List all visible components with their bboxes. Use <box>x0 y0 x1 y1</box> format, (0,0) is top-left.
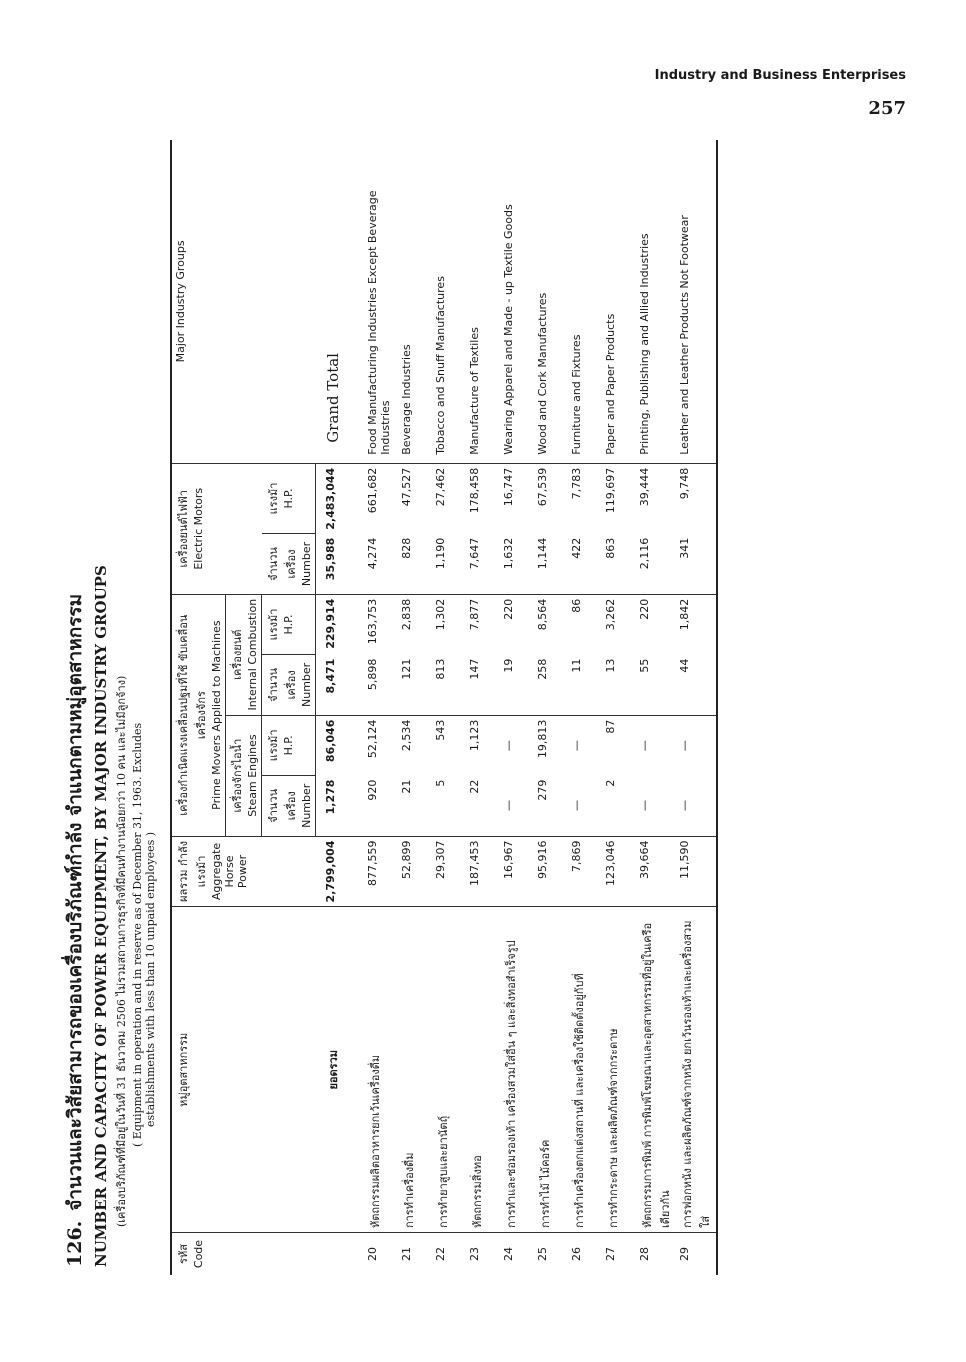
row-thai-name: การทำเครื่องดื่ม <box>398 907 432 1233</box>
header-hp-english: H.P. <box>282 735 295 756</box>
row-english-name: Manufacture of Textiles <box>466 140 500 463</box>
row-ic-number: 258 <box>534 655 568 715</box>
row-ic-hp: 8,564 <box>536 598 549 631</box>
total-steam-hp: 86,046 <box>324 719 337 763</box>
header-ic-number <box>262 655 316 715</box>
total-steam-number: 1,278 <box>316 776 365 836</box>
header-steam-engines <box>226 715 262 836</box>
header-aggregate <box>171 836 316 907</box>
row-thai-name: การฟอกหนัง และผลิตภัณฑ์จากหนัง ยกเว้นรองเท้าและเครื่องสวมใส่ <box>676 907 717 1233</box>
row-em-hp: 9,748 <box>676 463 717 533</box>
table-row <box>602 140 636 1275</box>
row-steam-hp: 1,123 <box>468 719 481 752</box>
row-em-hp: 661,682 <box>366 467 379 514</box>
header-steam-thai: เครื่องจักรไอน้ำ <box>231 738 244 813</box>
row-thai-name: การทำไม้ ไม้คอร์ค <box>534 907 568 1233</box>
row-aggregate: 52,899 <box>398 836 432 907</box>
header-prime-movers <box>171 594 226 836</box>
row-steam-number: — <box>636 776 676 836</box>
header-hp-thai: แรงม้า <box>267 608 280 641</box>
header-group-thai: หมู่อุตสาหกรรม <box>171 907 316 1233</box>
header-hp-thai: แรงม้า <box>267 729 280 762</box>
total-ic-number: 8,471 <box>316 655 365 715</box>
row-thai-name: การทำเครื่องตกแต่งสถานที่ และเครื่องใช้ติดตั้งอยู่กับที่ <box>568 907 602 1233</box>
row-steam-hp: — <box>638 740 651 752</box>
row-thai-name: การทำกระดาษ และผลิตภัณฑ์จากกระดาษ <box>602 907 636 1233</box>
row-code: 22 <box>434 1247 447 1262</box>
row-ic-number: 5,898 <box>364 655 398 715</box>
table-row <box>568 140 602 1275</box>
header-electric-english: Electric Motors <box>192 487 205 570</box>
row-steam-number: 2 <box>602 776 636 836</box>
row-thai-name: หัตถกรรมการพิมพ์ การพิมพ์โฆษณาและอุตสาหกรรมที่อยู่ในเครือเดียวกัน <box>636 907 676 1233</box>
table-row <box>636 140 676 1275</box>
table-row <box>432 140 466 1275</box>
row-ic-hp: 220 <box>638 598 651 620</box>
table-number: 126. <box>64 1220 86 1267</box>
row-ic-number: 13 <box>602 655 636 715</box>
rotated-table-block <box>60 140 920 1275</box>
power-equipment-table <box>170 140 718 1275</box>
header-steam-number <box>262 776 316 836</box>
header-ic-hp <box>262 594 316 654</box>
header-number-thai: จำนวน เครื่อง <box>267 788 298 823</box>
caption-thai-title <box>60 148 90 1267</box>
header-code-english: Code <box>192 1239 205 1269</box>
header-aggregate-english: Aggregate Horse Power <box>210 842 249 901</box>
row-em-hp: 67,539 <box>536 467 549 507</box>
row-code: 28 <box>638 1247 651 1262</box>
total-english: Grand Total <box>316 140 365 463</box>
row-ic-hp: 163,753 <box>366 598 379 645</box>
row-em-hp: 39,444 <box>638 467 651 507</box>
row-code: 20 <box>366 1247 379 1262</box>
row-english-name: Food Manufacturing Industries Except Beverage Industries <box>364 140 398 463</box>
row-thai-name: การทำและซ่อมรองเท้า เครื่องสวมใส่อื่น ๆ และสิ่งทอสำเร็จรูป <box>500 907 534 1233</box>
row-ic-number: 813 <box>432 655 466 715</box>
header-number-thai: จำนวน เครื่อง <box>266 547 298 581</box>
row-steam-number: 5 <box>432 776 466 836</box>
row-english-name: Furniture and Fixtures <box>568 140 602 463</box>
total-em-number: 35,988 <box>316 534 365 594</box>
header-number-english: Number <box>299 541 313 587</box>
header-internal-english: Internal Combustion <box>246 598 259 711</box>
row-aggregate: 7,869 <box>568 836 602 907</box>
row-steam-number: — <box>568 776 602 836</box>
row-steam-number: 279 <box>534 776 568 836</box>
running-head: Industry and Business Enterprises <box>654 68 906 83</box>
total-ic-hp: 229,914 <box>324 598 337 649</box>
row-em-hp: 16,747 <box>502 467 515 507</box>
header-internal-combustion <box>226 594 262 715</box>
total-em-hp: 2,483,044 <box>324 467 337 530</box>
row-english-name: Wearing Apparel and Made - up Textile Goods <box>500 140 534 463</box>
row-em-number: 1,632 <box>500 534 534 594</box>
row-ic-number: 19 <box>500 655 534 715</box>
row-thai-name: การทำยาสูบและยานัตถุ์ <box>432 907 466 1233</box>
header-code-thai: รหัส <box>177 1244 190 1264</box>
table-caption <box>60 140 157 1275</box>
page-number: 257 <box>868 98 906 119</box>
header-number-english: Number <box>300 783 313 828</box>
header-code <box>171 1233 316 1275</box>
row-steam-hp: — <box>676 715 717 775</box>
table-row <box>466 140 500 1275</box>
row-em-number: 4,274 <box>364 534 398 594</box>
row-steam-hp: 19,813 <box>536 719 549 759</box>
row-em-hp: 47,527 <box>400 467 413 507</box>
row-em-hp: 119,697 <box>604 467 617 514</box>
row-english-name: Beverage Industries <box>398 140 432 463</box>
note-english-2: establishments with less than 10 unpaid employees ) <box>144 831 157 1127</box>
header-em-number <box>262 534 316 594</box>
header-hp-english: H.P. <box>282 614 295 635</box>
row-ic-number: 147 <box>466 655 500 715</box>
header-steam-hp <box>262 715 316 775</box>
row-english-name: Leather and Leather Products Not Footwear <box>676 140 717 463</box>
row-em-hp: 178,458 <box>468 467 481 514</box>
row-aggregate: 11,590 <box>676 836 717 907</box>
row-ic-number: 121 <box>398 655 432 715</box>
row-code: 21 <box>400 1247 413 1262</box>
row-em-number: 863 <box>602 534 636 594</box>
row-ic-hp: 7,877 <box>468 598 481 631</box>
header-prime-movers-english: Prime Movers Applied to Machines <box>210 620 223 810</box>
row-steam-number: 22 <box>466 776 500 836</box>
row-ic-hp: 1,302 <box>434 598 447 631</box>
row-code: 29 <box>676 1233 717 1275</box>
row-code: 27 <box>604 1247 617 1262</box>
row-em-number: 2,116 <box>636 534 676 594</box>
header-prime-movers-thai: เครื่องกำเนิดแรงเคลื่อนปฐมที่ใช้ ขับเคลื่อนเครื่องจักร <box>177 614 208 816</box>
row-steam-number: 21 <box>398 776 432 836</box>
row-ic-hp: 220 <box>502 598 515 620</box>
row-em-number: 7,647 <box>466 534 500 594</box>
row-steam-number: — <box>676 776 717 836</box>
table-body <box>316 140 718 1275</box>
row-aggregate: 29,307 <box>432 836 466 907</box>
table-row <box>676 140 717 1275</box>
row-ic-hp: 1,842 <box>676 594 717 654</box>
row-ic-hp: 3,262 <box>604 598 617 631</box>
row-aggregate: 877,559 <box>364 836 398 907</box>
title-thai: จำนวนและวิสัยสามารถของเครื่องบริภัณฑ์กำลัง จำแนกตามหมู่อุตสาหกรรม <box>64 593 86 1211</box>
table-row <box>500 140 534 1275</box>
row-steam-hp: — <box>570 740 583 752</box>
row-steam-hp: — <box>502 740 515 752</box>
row-aggregate: 39,664 <box>636 836 676 907</box>
table-row <box>398 140 432 1275</box>
row-aggregate: 187,453 <box>466 836 500 907</box>
row-english-name: Printing, Publishing and Allied Industries <box>636 140 676 463</box>
row-em-number: 341 <box>676 534 717 594</box>
header-aggregate-thai: ผลรวม กำลัง แรงม้า <box>177 841 208 902</box>
row-ic-number: 55 <box>636 655 676 715</box>
row-em-number: 828 <box>398 534 432 594</box>
row-steam-hp: 87 <box>604 719 617 734</box>
row-ic-number: 44 <box>676 655 717 715</box>
row-english-name: Wood and Cork Manufactures <box>534 140 568 463</box>
header-group-english: Major Industry Groups <box>171 140 316 463</box>
row-em-hp: 7,783 <box>570 467 583 500</box>
row-aggregate: 95,916 <box>534 836 568 907</box>
row-english-name: Tobacco and Snuff Manufactures <box>432 140 466 463</box>
note-english-1: ( Equipment in operation and in reserve as of December 31, 1963. Excludes <box>131 722 144 1147</box>
table-row <box>364 140 398 1275</box>
row-thai-name: หัตถกรรมผลิตอาหารยกเว้นเครื่องดื่ม <box>364 907 398 1233</box>
title-english: NUMBER AND CAPACITY OF POWER EQUIPMENT, BY MAJOR INDUSTRY GROUPS <box>92 565 110 1267</box>
row-em-number: 1,190 <box>432 534 466 594</box>
header-internal-thai: เครื่องยนต์ <box>231 629 244 680</box>
row-code: 23 <box>468 1247 481 1262</box>
total-thai: ยอดรวม <box>316 907 365 1233</box>
row-thai-name: หัตถกรรมสิ่งทอ <box>466 907 500 1233</box>
header-electric-thai: เครื่องยนต์ไฟฟ้า <box>177 490 190 568</box>
row-steam-hp: 2,534 <box>400 719 413 752</box>
row-steam-hp: 543 <box>434 719 447 741</box>
row-aggregate: 16,967 <box>500 836 534 907</box>
row-steam-hp: 52,124 <box>366 719 379 759</box>
table-row <box>534 140 568 1275</box>
row-aggregate: 123,046 <box>602 836 636 907</box>
row-steam-number: — <box>500 776 534 836</box>
header-hp-english: H.P. <box>281 488 295 509</box>
header-em-hp <box>262 463 316 533</box>
header-steam-english: Steam Engines <box>246 734 259 817</box>
total-aggregate: 2,799,004 <box>316 836 365 907</box>
total-row <box>316 140 365 1275</box>
row-code: 25 <box>536 1247 549 1262</box>
row-em-number: 1,144 <box>534 534 568 594</box>
row-code: 26 <box>570 1247 583 1262</box>
header-hp-thai: แรงม้า <box>266 482 280 515</box>
total-code <box>316 1233 365 1275</box>
row-code: 24 <box>502 1247 515 1262</box>
header-number-english: Number <box>300 662 313 707</box>
note-thai: (เครื่องบริภัณฑ์ที่มีอยู่ในวันที่ 31 ธันวาคม 2506 ไม่รวมสถานการธุรกิจที่มีคนทำงานน้อยกว่า 10 คน และไม่มีลูกจ้าง) <box>115 675 128 1227</box>
row-em-number: 422 <box>568 534 602 594</box>
header-number-thai: จำนวน เครื่อง <box>267 667 298 702</box>
row-ic-number: 11 <box>568 655 602 715</box>
row-ic-hp: 86 <box>570 598 583 613</box>
row-steam-number: 920 <box>364 776 398 836</box>
row-ic-hp: 2,838 <box>400 598 413 631</box>
row-english-name: Paper and Paper Products <box>602 140 636 463</box>
row-em-hp: 27,462 <box>434 467 447 507</box>
header-electric-motors <box>171 463 262 594</box>
